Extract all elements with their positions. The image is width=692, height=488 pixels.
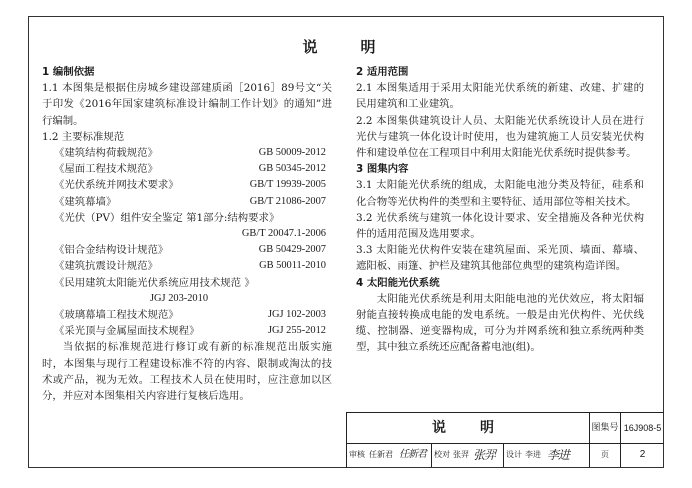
paragraph-1-1: 1.1 本图集是根据住房城乡建设部建质函［2016］89号文“关于印发《2016年国家建筑标准设计编制工作计划》的通知”进行编制。 [42, 82, 332, 127]
section-heading-2: 2 适用范围 [356, 66, 409, 78]
paragraph-2-2: 2.2 本图集供建筑设计人员、太阳能光伏系统设计人员在进行光伏与建筑一体化设计时使用，也为建筑施工人员安装光伏构件和建设单位在工程项目中利用太阳能光伏系统时提供参考。 [356, 114, 644, 160]
page-number: 2 [639, 449, 646, 460]
review-name: 任新君 [369, 450, 393, 459]
check-label: 校对 [434, 450, 450, 459]
paragraph-note: 当依据的标准规范进行修订或有新的标准规范出版实施时，本图集与现行工程建设标准不符的内容、限制或淘汰的技术或产品，视为无效。工程技术人员在使用时，应注意加以区分，并应对本图集相关内容进行复核后选用。 [42, 341, 332, 403]
left-column [42, 64, 332, 404]
standard-row-pv-code: GB/T 20047.1-2006 [241, 228, 326, 240]
check-name: 张羿 [453, 450, 469, 459]
design-name: 李进 [525, 450, 541, 459]
section-heading-4: 4 太阳能光伏系统 [356, 276, 440, 289]
review-label: 审核 [349, 450, 365, 459]
page-title: 说 明 [302, 38, 390, 56]
page-label: 页 [601, 450, 609, 459]
standard-row: 《建筑幕墙》 GB/T 21086-2007 [54, 195, 326, 208]
standard-row: 《玻璃幕墙工程技术规范》 JGJ 102-2003 [54, 309, 326, 322]
standard-row: 《建筑抗震设计规范》 GB 50011-2010 [54, 260, 326, 273]
check-signature: 张羿 [473, 448, 496, 462]
section-heading-1: 1 编制依据 [42, 66, 95, 78]
standard-row-solar-code: JGJ 203-2010 [150, 292, 209, 304]
standard-row: 《建筑结构荷载规范》 GB 50009-2012 [54, 147, 326, 160]
paragraph-2-1: 2.1 本图集适用于采用太阳能光伏系统的新建、改建、扩建的民用建筑和工业建筑。 [356, 82, 644, 111]
standard-row-solar-name: 《民用建筑太阳能光伏系统应用技术规范 》 [54, 276, 255, 289]
subheading-1-2: 1.2 主要标准规范 [42, 130, 125, 143]
standard-row: 《屋面工程技术规范》 GB 50345-2012 [54, 163, 326, 176]
paragraph-3-1: 3.1 太阳能光伏系统的组成，太阳能电池分类及特征，硅系和化合物等光伏构件的类型和主要特征、适用部位等相关技术。 [356, 179, 644, 208]
standard-row-pv-name: 《光伏（PV）组件安全鉴定 第1部分:结构要求》 [54, 211, 280, 224]
right-column [356, 64, 644, 356]
standard-row: 《采光顶与金属屋面技术规程》 JGJ 255-2012 [54, 325, 326, 338]
design-signature: 李进 [547, 448, 570, 462]
standard-row: 《光伏系统并网技术要求》 GB/T 19939-2005 [54, 179, 326, 192]
design-label: 设计 [506, 450, 522, 459]
paragraph-3-3: 3.3 太阳能光伏构件安装在建筑屋面、采光顶、墙面、幕墙、遮阳板、雨篷、护栏及建筑其他部位典型的建筑构造详图。 [356, 244, 644, 273]
review-signature: 任新君 [399, 449, 426, 460]
atlas-label: 图集号 [590, 413, 621, 443]
paragraph-3-2: 3.2 光伏系统与建筑一体化设计要求、安全措施及各种光伏构件的适用范围及选用要求。 [356, 211, 644, 241]
standard-row: 《铝合金结构设计规范》 GB 50429-2007 [54, 244, 326, 257]
signature-row [347, 443, 664, 467]
section-heading-3: 3 图集内容 [356, 163, 409, 176]
title-block [346, 412, 664, 468]
atlas-number: 16J908-5 [623, 423, 662, 433]
title-block-title: 说 明 [347, 413, 590, 443]
paragraph-4: 太阳能光伏系统是利用太阳能电池的光伏效应，将太阳辐射能直接转换成电能的发电系统。一般是由光伏构件、光伏线缆、控制器、逆变器构成，可分为并网系统和独立系统两种类型，其中独立系统还应配备蓄电池(组)。 [356, 292, 644, 354]
